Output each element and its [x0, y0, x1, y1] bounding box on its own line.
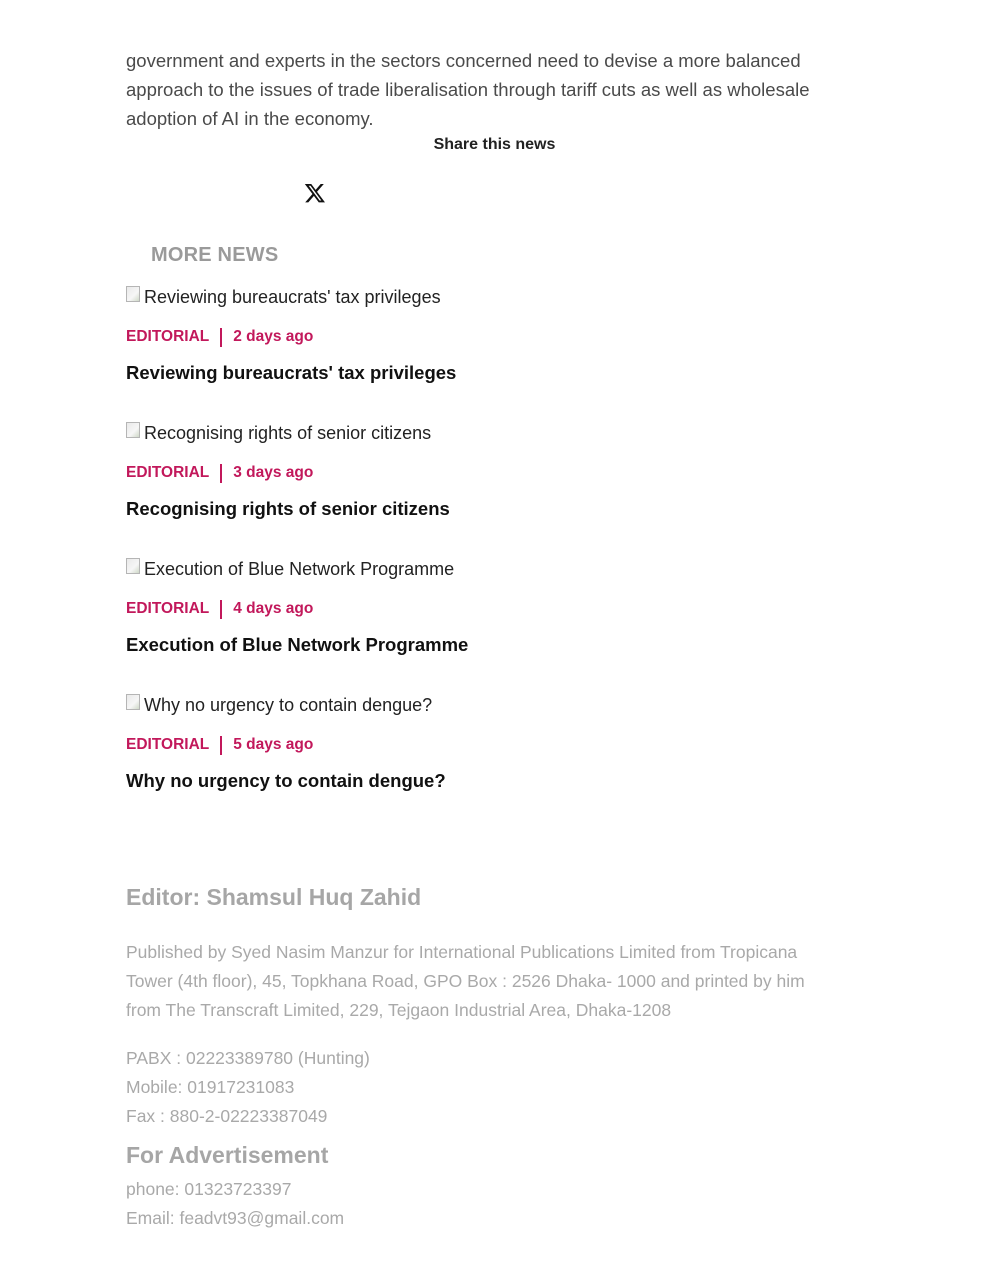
news-meta	[126, 327, 826, 347]
news-category-link[interactable]: EDITORIAL	[126, 464, 210, 481]
news-time: 2 days ago	[233, 328, 314, 345]
news-meta	[126, 735, 826, 755]
news-thumbnail-alt: Why no urgency to contain dengue?	[144, 694, 433, 715]
ad-phone: phone: 01323723397	[126, 1179, 292, 1199]
news-meta	[126, 463, 826, 483]
meta-divider	[220, 600, 222, 619]
news-headline-link[interactable]: Recognising rights of senior citizens	[126, 498, 450, 519]
news-meta	[126, 599, 826, 619]
publisher-line: Published by Syed Nasim Manzur for International Publications Limited from Tropicana	[126, 942, 798, 962]
news-category-link[interactable]: EDITORIAL	[126, 736, 210, 753]
share-label: Share this news	[433, 136, 556, 153]
news-headline-link[interactable]: Reviewing bureaucrats' tax privileges	[126, 362, 457, 383]
news-thumbnail-alt: Reviewing bureaucrats' tax privileges	[144, 286, 441, 307]
more-news-heading: MORE NEWS	[151, 244, 279, 266]
news-thumbnail-alt: Execution of Blue Network Programme	[144, 558, 455, 579]
news-item	[126, 557, 826, 656]
publisher-line: from The Transcraft Limited, 229, Tejgaon Industrial Area, Dhaka-1208	[126, 1000, 672, 1020]
news-thumbnail[interactable]	[126, 557, 826, 581]
news-item	[126, 421, 826, 520]
broken-image-icon	[126, 422, 140, 438]
news-item	[126, 285, 826, 384]
ad-email-link[interactable]: Email: feadvt93@gmail.com	[126, 1208, 345, 1228]
meta-divider	[220, 464, 222, 483]
news-thumbnail[interactable]	[126, 421, 826, 445]
footer-editor: Editor: Shamsul Huq Zahid	[126, 884, 422, 910]
news-thumbnail-alt: Recognising rights of senior citizens	[144, 422, 432, 443]
news-item	[126, 693, 826, 792]
news-headline-link[interactable]: Why no urgency to contain dengue?	[126, 770, 446, 791]
footer-contacts	[126, 1044, 866, 1131]
pabx-number: PABX : 02223389780 (Hunting)	[126, 1048, 370, 1068]
advertisement-heading: For Advertisement	[126, 1142, 329, 1168]
meta-divider	[220, 736, 222, 755]
news-category-link[interactable]: EDITORIAL	[126, 328, 210, 345]
news-time: 3 days ago	[233, 464, 314, 481]
broken-image-icon	[126, 558, 140, 574]
news-time: 4 days ago	[233, 600, 314, 617]
article-tail-text: government and experts in the sectors concerned need to devise a more balanced approach to the issues of trade liberalisation through tariff cuts as well as wholesale adoption of AI in the economy.	[126, 50, 810, 129]
footer-publisher-info	[126, 938, 861, 1025]
fax-number: Fax : 880-2-02223387049	[126, 1106, 328, 1126]
news-headline-link[interactable]: Execution of Blue Network Programme	[126, 634, 469, 655]
news-category-link[interactable]: EDITORIAL	[126, 600, 210, 617]
broken-image-icon	[126, 286, 140, 302]
mobile-number: Mobile: 01917231083	[126, 1077, 295, 1097]
broken-image-icon	[126, 694, 140, 710]
x-logo-icon[interactable]	[304, 182, 326, 204]
publisher-line: Tower (4th floor), 45, Topkhana Road, GPO Box : 2526 Dhaka- 1000 and printed by him	[126, 971, 805, 991]
meta-divider	[220, 328, 222, 347]
advertisement-contacts	[126, 1175, 866, 1233]
news-thumbnail[interactable]	[126, 285, 826, 309]
news-time: 5 days ago	[233, 736, 314, 753]
news-thumbnail[interactable]	[126, 693, 826, 717]
